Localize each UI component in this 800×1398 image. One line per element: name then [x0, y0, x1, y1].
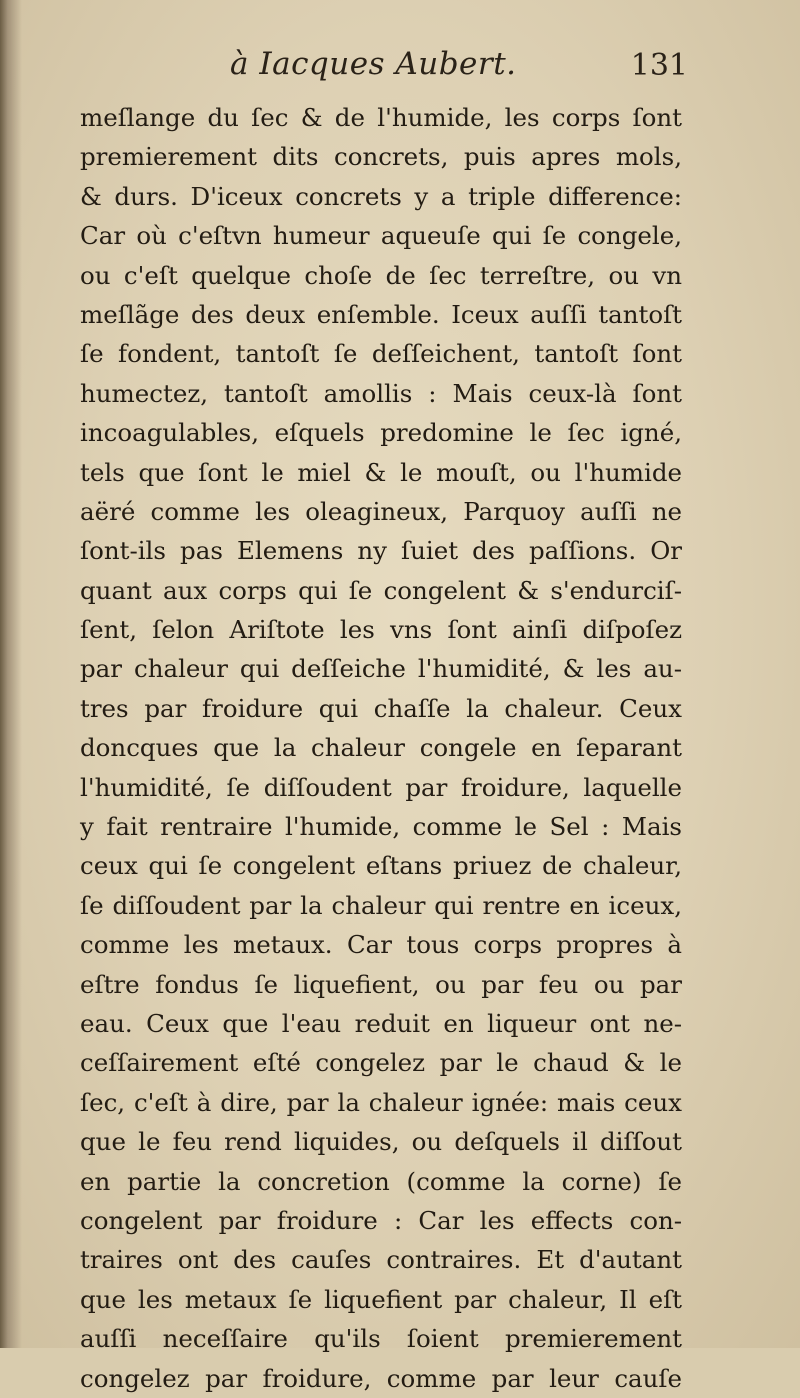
gutter-shadow	[0, 0, 22, 1348]
text-line: ſe diſſoudent par la chaleur qui rentre en iceux,	[80, 890, 682, 920]
text-line: aëré comme les oleagineux, Parquoy auſſi ne	[80, 496, 682, 526]
page-number: 131	[630, 48, 688, 83]
page-header	[78, 46, 688, 96]
running-head: à Iacques Aubert.	[230, 46, 517, 82]
text-line: eau. Ceux que l'eau reduit en liqueur ont ne-	[80, 1008, 682, 1038]
text-line: traires ont des cauſes contraires. Et d'autant	[80, 1245, 682, 1275]
text-line: que le feu rend liquides, ou deſquels il diſſout	[80, 1127, 682, 1157]
text-line: ſont-ils pas Elemens ny ſuiet des paſſions. Or	[80, 536, 682, 566]
body-text	[80, 98, 682, 1398]
text-line: quant aux corps qui ſe congelent & s'endurciſ-	[80, 575, 682, 605]
text-line: ſec, c'eſt à dire, par la chaleur ignée: mais ceux	[80, 1087, 682, 1117]
text-line: premierement dits concrets, puis apres mols,	[80, 142, 682, 172]
text-line: y fait rentraire l'humide, comme le Sel : Mais	[80, 812, 682, 842]
text-line: que les metaux ſe liquefient par chaleur, Il eſt	[80, 1284, 682, 1314]
text-line: meſlange du ſec & de l'humide, les corps ſont	[80, 103, 682, 132]
text-line: tels que ſont le miel & le mouſt, ou l'humide	[80, 457, 682, 487]
text-line: congelent par froidure : Car les effects con-	[80, 1205, 682, 1235]
text-line: eſtre fondus ſe liquefient, ou par feu ou par	[80, 969, 682, 999]
text-line: tres par froidure qui chaſſe la chaleur. Ceux	[80, 693, 682, 723]
text-line: l'humidité, ſe diſſoudent par froidure, laquelle	[80, 772, 682, 802]
text-line: humectez, tantoſt amollis : Mais ceux-là ſont	[80, 378, 682, 408]
text-line: comme les metaux. Car tous corps propres à	[80, 930, 682, 960]
text-line: en partie la concretion (comme la corne) ſe	[80, 1166, 682, 1196]
text-line: Car où c'eſtvn humeur aqueuſe qui ſe congele,	[80, 221, 682, 251]
text-line: ſent, ſelon Ariſtote les vns ſont ainſi diſpoſez	[80, 615, 682, 645]
text-line: ceux qui ſe congelent eſtans priuez de chaleur,	[80, 851, 682, 881]
text-line: ceſſairement eſté congelez par le chaud & le	[80, 1048, 682, 1078]
text-line: congelez par froidure, comme par leur cauſe	[80, 1363, 682, 1393]
text-line: par chaleur qui deſſeiche l'humidité, & les au-	[80, 654, 682, 684]
text-line: incoagulables, eſquels predomine le ſec igné,	[80, 418, 682, 448]
text-line: auſſi neceſſaire qu'ils ſoient premierement	[80, 1324, 682, 1354]
text-line: ou c'eſt quelque choſe de ſec terreſtre, ou vn	[80, 260, 682, 290]
text-line: ſe fondent, tantoſt ſe deſſeichent, tantoſt ſont	[80, 339, 682, 369]
text-line: & durs. D'iceux concrets y a triple difference:	[80, 181, 682, 211]
text-line: meſlãge des deux enſemble. Iceux auſſi tantoſt	[80, 299, 682, 329]
text-line: doncques que la chaleur congele en ſeparant	[80, 733, 682, 763]
